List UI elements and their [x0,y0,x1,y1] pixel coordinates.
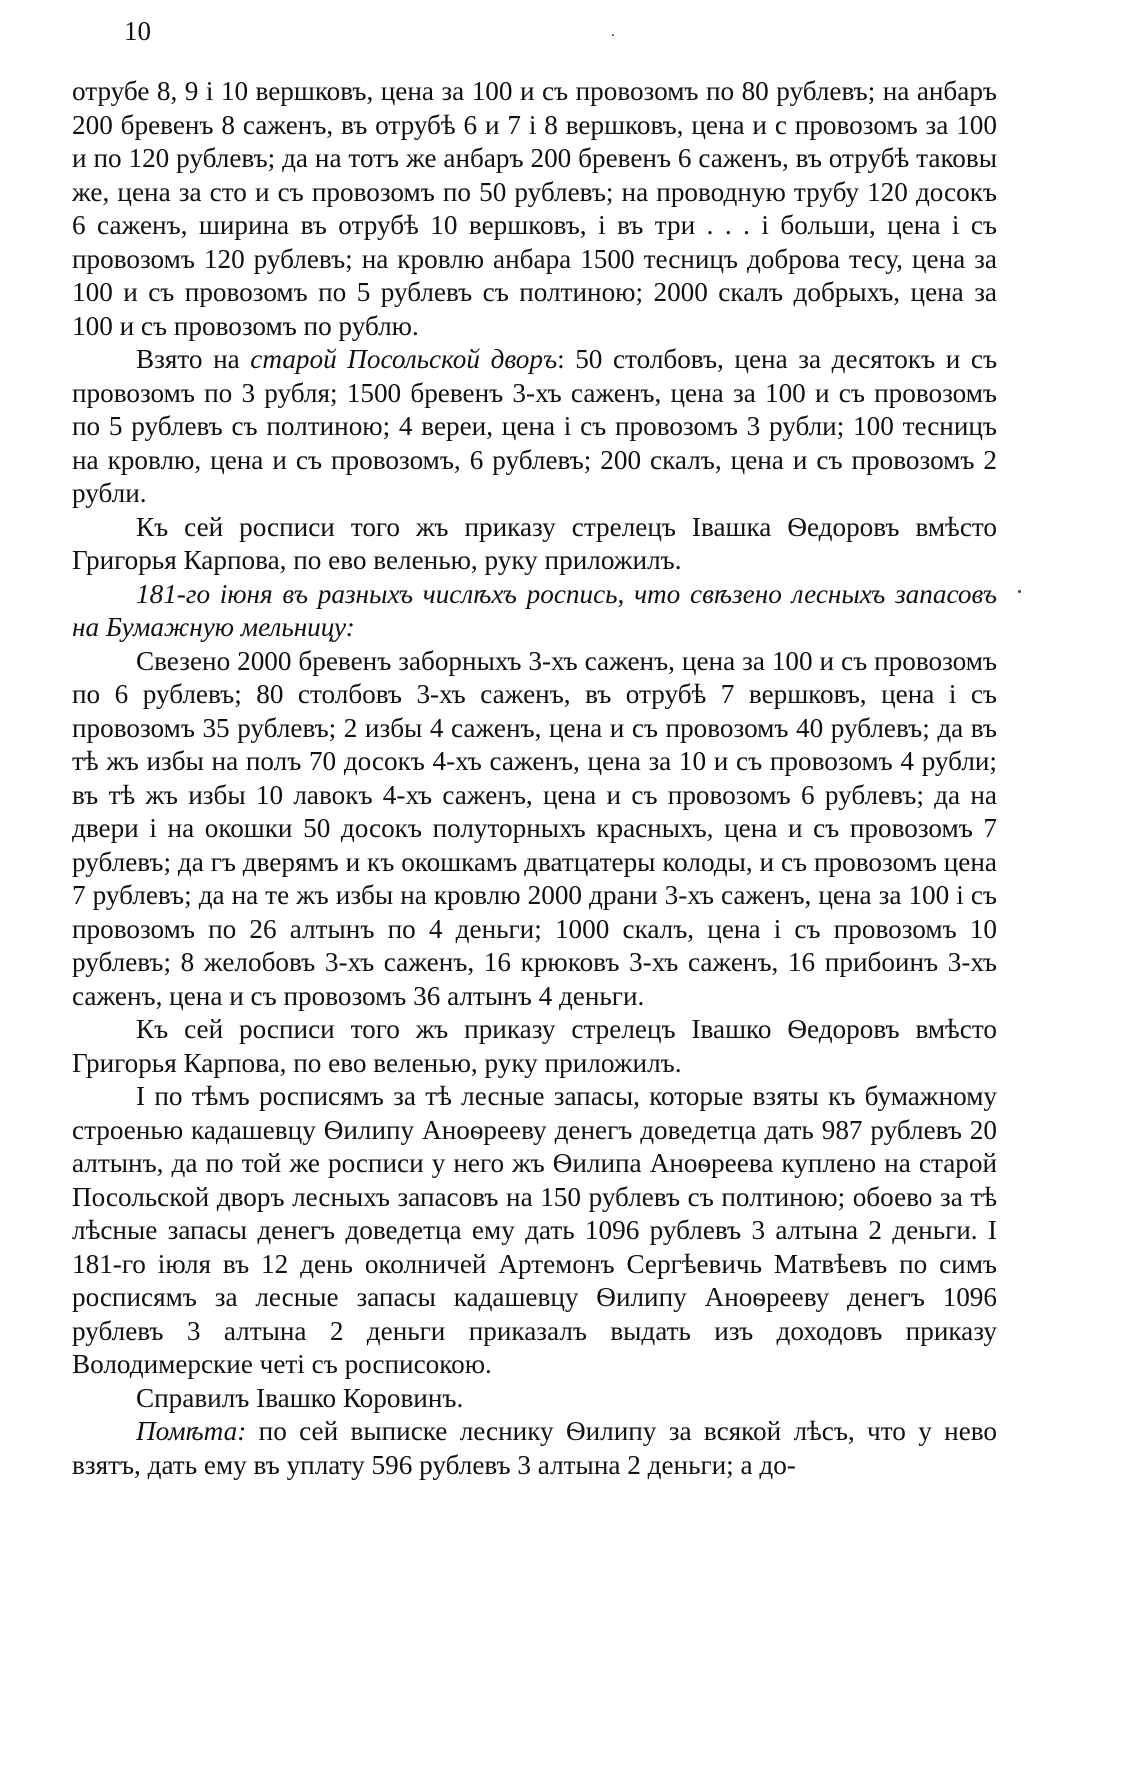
paragraph [72,1382,997,1416]
text-run: Взято на [136,344,251,374]
paragraph [72,343,997,511]
italic-text: 181-го іюня въ разныхъ числѣхъ роспись, что свѣзено лесныхъ запасовъ на Бумажную мельницу: [72,578,997,642]
paragraph [72,1013,997,1080]
italic-text: Помѣта: [136,1416,247,1446]
paragraph [72,645,997,1014]
paragraph [72,1415,997,1482]
italic-text: старой Посольской дворъ [250,344,558,374]
text-run: по сей выписке леснику Ѳилипу за всякой лѣсъ, что у нево взятъ, дать ему въ уплату 596 рублевъ 3 алтына 2 деньги; а до- [72,1416,997,1480]
text-run: І по тѣмъ росписямъ за тѣ лесные запасы, которые взяты къ бумажному строенью кадашевцу Ѳилипу Аноѳрееву денегъ доведетца дать 987 рублевъ 20 алтынъ, да по той же росписи у него жъ Ѳилипа Аноѳреева куплено на старой Посольской дворъ лесныхъ запасовъ на 150 рублевъ съ полтиною; обоево за тѣ лѣсные запасы денегъ доведетца ему дать 1096 рублевъ 3 алтына 2 деньги. І 181-го іюля въ 12 день околничей Артемонъ Сергѣевичь Матвѣевъ по симъ росписямъ за лесные запасы кадашевцу Ѳилипу Аноѳрееву денегъ 1096 рублевъ 3 алтына 2 деньги приказалъ выдать изъ доходовъ приказу Володимерские четі съ росписокою. [72,1081,997,1379]
paragraph [72,511,997,578]
text-run: отрубе 8, 9 і 10 вершковъ, цена за 100 и съ провозомъ по 80 рублевъ; на анбаръ 200 бревенъ 8 саженъ, въ отрубѣ 6 и 7 і 8 вершковъ, цена и с провозомъ за 100 и по 120 рублевъ; да на тотъ же анбаръ 200 бревенъ 6 саженъ, въ отрубѣ таковы же, цена за сто и съ провозомъ по 50 рублевъ; на проводную трубу 120 досокъ 6 саженъ, ширина въ отрубѣ 10 вершковъ, і въ три . . . і больши, цена і съ провозомъ 120 рублевъ; на кровлю анбара 1500 тесницъ доброва тесу, цена за 100 и съ провозомъ по 5 рублевъ съ полтиною; 2000 скалъ добрыхъ, цена за 100 и съ провозомъ по рублю. [72,76,997,341]
text-run: : 50 столбовъ, цена за десятокъ и съ провозомъ по 3 рубля; 1500 бревенъ 3-хъ саженъ, цена за 100 и съ провозомъ по 5 рублевъ съ полтиною; 4 вереи, цена і съ провозомъ 3 рубли; 100 тесницъ на кровлю, цена и съ провозомъ, 6 рублевъ; 200 скалъ, цена и съ провозомъ 2 рубли. [72,344,997,508]
page-number: 10 [124,16,151,46]
paragraph [72,578,997,645]
paragraph [72,1080,997,1382]
text-run: Справилъ Івашко Коровинъ. [136,1382,464,1413]
text-run: Свезено 2000 бревенъ заборныхъ 3-хъ саженъ, цена за 100 и съ провозомъ по 6 рублевъ; 80 столбовъ 3-хъ саженъ, въ отрубѣ 7 вершковъ, цена і съ провозомъ 35 рублевъ; 2 избы 4 саженъ, цена и съ провозомъ 40 рублевъ; да въ тѣ жъ избы на полъ 70 досокъ 4-хъ саженъ, цена за 10 и съ провозомъ 4 рубли; въ тѣ жъ избы 10 лавокъ 4-хъ саженъ, цена и съ провозомъ 6 рублевъ; да на двери і на окошки 50 досокъ полуторныхъ красныхъ, цена и съ провозомъ 7 рублевъ; да гъ дверямъ и къ окошкамъ дватцатеры колоды, и съ провозомъ цена 7 рублевъ; да на те жъ избы на кровлю 2000 драни 3-хъ саженъ, цена за 100 і съ провозомъ по 26 алтынъ по 4 деньги; 1000 скалъ, цена і съ провозомъ 10 рублевъ; 8 желобовъ 3-хъ саженъ, 16 крюковъ 3-хъ саженъ, 16 прибоинъ 3-хъ саженъ, цена и съ провозомъ 36 алтынъ 4 деньги. [72,645,997,1011]
paragraph [72,75,997,343]
text-run: Къ сей росписи того жъ приказу стрелецъ Івашка Ѳедоровъ вмѣсто Григорья Карпова, по ево веленью, руку приложилъ. [72,511,997,575]
body-text [72,75,997,1482]
text-run: Къ сей росписи того жъ приказу стрелецъ Івашко Ѳедоровъ вмѣсто Григорья Карпова, по ево веленью, руку приложилъ. [72,1014,997,1078]
